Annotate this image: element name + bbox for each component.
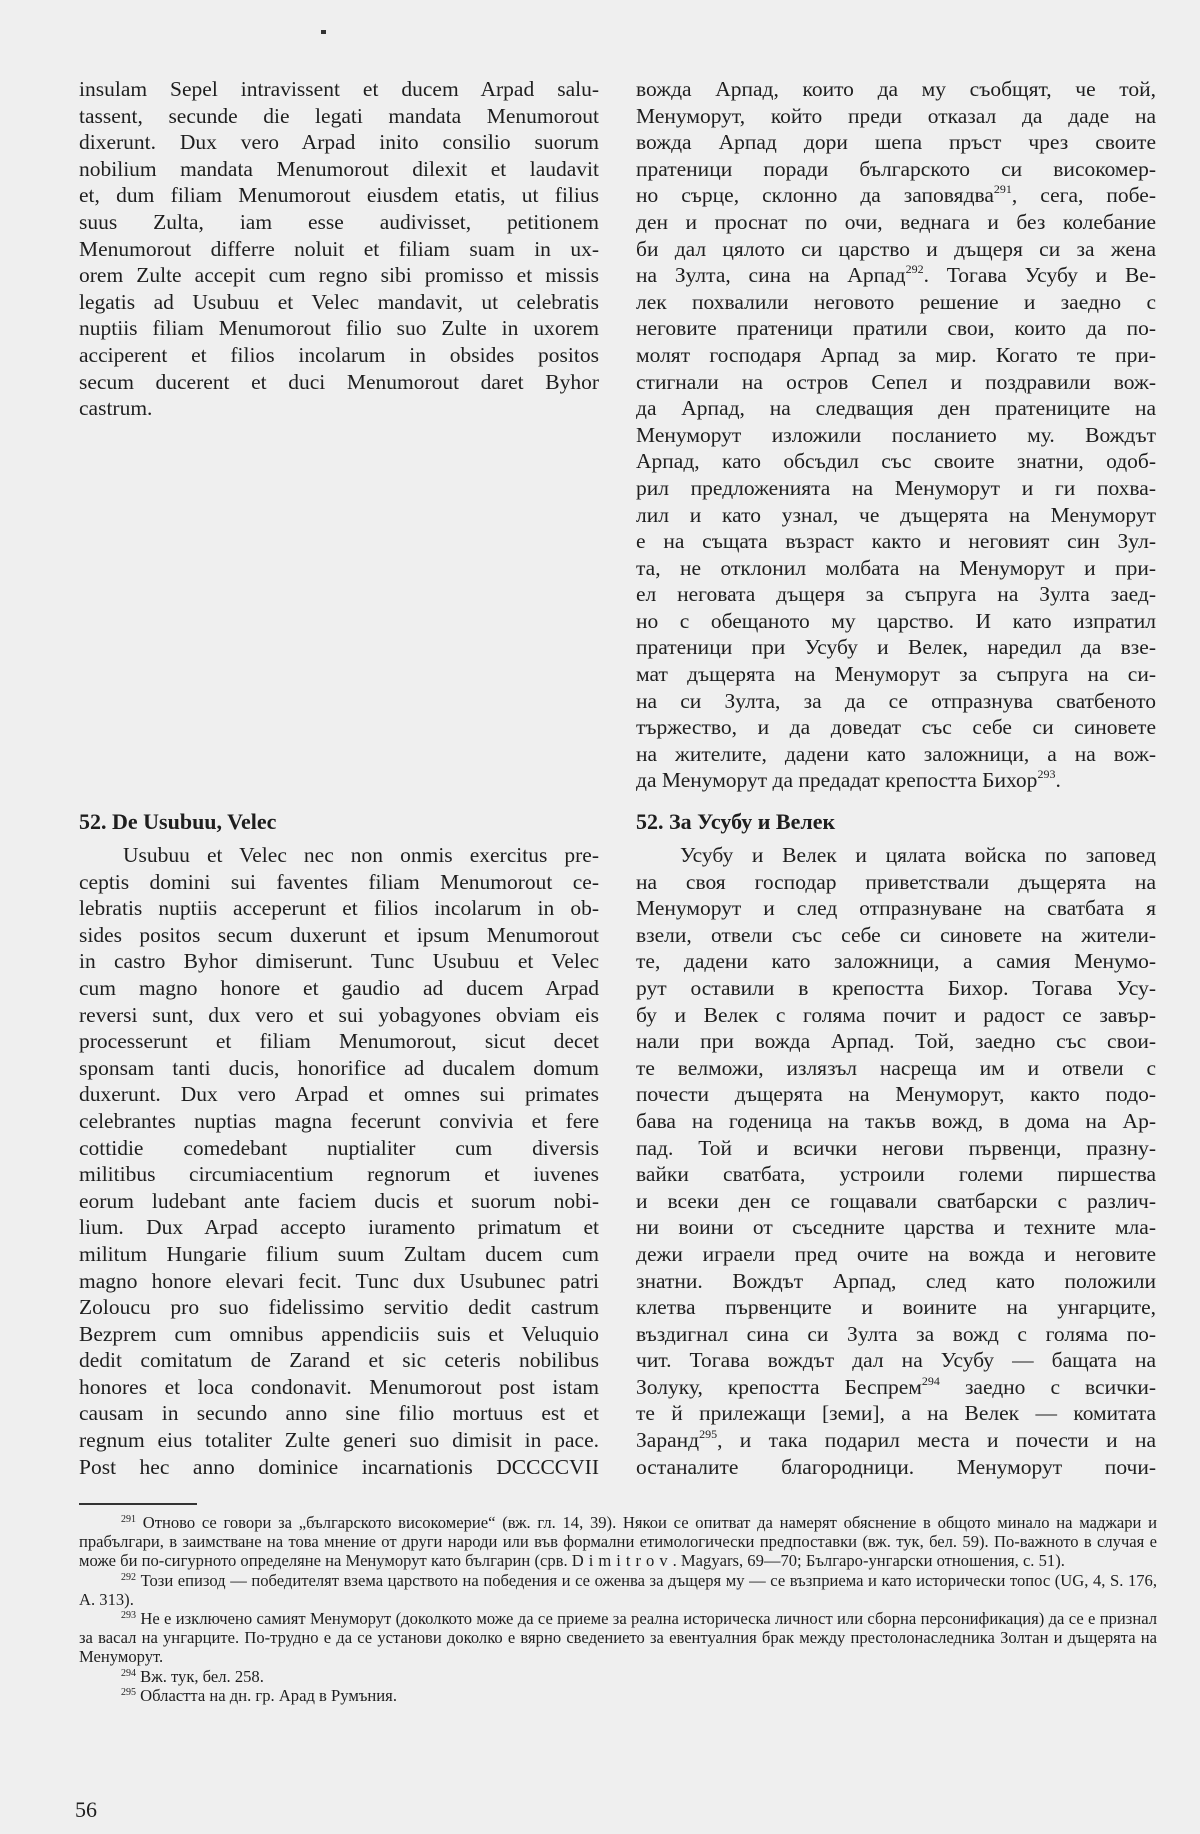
text-line: [636, 1268, 1156, 1295]
text-line: [636, 156, 1156, 183]
text-line: [636, 1081, 1156, 1108]
footnote-292: [79, 1571, 1157, 1609]
footnote-295: [79, 1686, 1157, 1705]
line-text: на жителите, дадени като заложници, а на вож-: [636, 741, 1156, 766]
text-line: [636, 395, 1156, 422]
footnote-reference[interactable]: 292: [905, 262, 924, 277]
line-text: рил предложенията на Менуморут и ги похва-: [636, 475, 1156, 500]
text-line: honores et loca condonavit. Menumorout post istam: [79, 1374, 599, 1399]
text-line: magno honore elevari fecit. Tunc dux Usubunec patri: [79, 1268, 599, 1293]
line-text: на своя господар приветствали дъщерята на: [636, 869, 1156, 894]
text-line: [636, 236, 1156, 263]
text-line: in castro Byhor dimiserunt. Tunc Usubuu et Velec: [79, 949, 599, 974]
footnote-number: 294: [121, 1667, 136, 1679]
footnote-number: 291: [121, 1514, 136, 1525]
text-line: [636, 714, 1156, 741]
footnotes: [79, 1513, 1157, 1705]
line-text: та, не отклонил молбата на Менуморут и при-: [636, 555, 1156, 580]
line-text: . Тогава Усубу и Ве-: [923, 263, 1157, 288]
text-line: [636, 842, 1156, 869]
line-text: и всеки ден се гощавали сватбарски с различ-: [636, 1188, 1156, 1213]
footnote-number: 293: [121, 1610, 136, 1622]
text-line: [636, 741, 1156, 768]
text-line: [636, 661, 1156, 688]
bulgarian-section-heading: 52. За Усубу и Велек: [636, 809, 836, 834]
line-text: Усубу и Велек и цялата войска по заповед: [680, 843, 1156, 867]
text-line: causam in secundo anno sine filio mortuus est et: [79, 1401, 599, 1426]
line-text: Арпад, като обсъдил със своите знатни, одоб-: [636, 449, 1156, 474]
text-line: [636, 1454, 1156, 1481]
text-line: [636, 129, 1156, 156]
footnote-293: [79, 1609, 1157, 1667]
line-text: Золуку, крепостта Беспрем: [636, 1374, 922, 1399]
line-text: е на същата възраст както и неговият син Зул-: [636, 529, 1156, 554]
latin-column-continuation: [79, 76, 599, 422]
line-text: Заранд: [636, 1428, 700, 1453]
line-text: дежи играели пред очите на вожда и неговите: [636, 1241, 1156, 1266]
text-line: [636, 581, 1156, 608]
line-text: знатни. Вождът Арпад, след като положили: [636, 1268, 1156, 1293]
text-line: [636, 555, 1156, 582]
line-text: бава на годеница на такъв вожд, в дома на Ар-: [636, 1108, 1156, 1133]
footnote-text: Не е изключено самият Менуморут (доколкото може да се приеме за реална историческа личност или сборна персонификация) да се е признал за васал на унгарците. По-трудно е да се установи доколко е вярно сведението за евентуалния брак между престолонаследника Золтан и дъщерята на Менуморут.: [79, 1609, 1158, 1667]
text-line: [636, 895, 1156, 922]
text-line: [636, 182, 1156, 209]
line-text: молят господаря Арпад за мир. Когато те при-: [636, 342, 1156, 367]
text-line: [636, 502, 1156, 529]
text-line: [636, 1374, 1156, 1401]
text-line: Usubuu et Velec nec non onmis exercitus pre-: [123, 843, 599, 867]
text-line: lebratis nuptiis acceperunt et filios incolarum in ob-: [79, 896, 599, 921]
text-line: Zoloucu pro suo fidelissimo servitio dedit castrum: [79, 1295, 599, 1320]
text-line: nuptiis filiam Menumorout filio suo Zulte in uxorem: [79, 316, 599, 341]
page-number: 56: [75, 1797, 97, 1822]
footnote-text: . Magyars, 69—70; Българо-унгарски отношения, с. 51).: [672, 1551, 1065, 1571]
text-line: [636, 448, 1156, 475]
line-text: заедно с всички-: [939, 1374, 1157, 1399]
line-text: останалите благородници. Менуморут почи-: [636, 1454, 1156, 1479]
line-text: пратеници при Усубу и Велек, наредил да взе-: [636, 635, 1156, 660]
author-name: Dimitrov: [571, 1551, 673, 1571]
line-text: ден и проснат по очи, веднага и без колебание: [636, 209, 1156, 234]
footnote-reference[interactable]: 295: [699, 1427, 718, 1442]
text-line: [636, 688, 1156, 715]
text-line: [636, 1427, 1156, 1454]
text-line: nobilium mandata Menumorout dilexit et laudavit: [79, 156, 599, 181]
text-line: [636, 767, 1156, 794]
footnote-text: Отново се говори за „българското високомерие“ (вж. гл. 14, 39). Някои се опитват да намерят обяснение в общото минало на маджари и прабългари, в заимстване на това мнение от други народи или във формални етимологически предпоставки (вж. тук, бел. 59). По-важното в случая е може би по-сигурното определяне на Менуморут като българин (срв.: [79, 1513, 1157, 1571]
footnote-separator: [79, 1503, 197, 1505]
text-line: secum ducerent et duci Menumorout daret Byhor: [79, 369, 599, 394]
line-text: пратеници поради българското си високомер-: [636, 156, 1156, 181]
footnote-text: Областта на дн. гр. Арад в Румъния.: [140, 1685, 397, 1705]
text-line: [636, 475, 1156, 502]
bulgarian-column-continuation: [636, 76, 1156, 794]
bulgarian-section-body: [636, 842, 1156, 1480]
text-line: [636, 1055, 1156, 1082]
footnote-number: 295: [121, 1686, 136, 1698]
text-line: cum magno honore et gaudio ad ducem Arpad: [79, 975, 599, 1000]
text-line: [636, 1161, 1156, 1188]
footnote-text: Този епизод — победителят взема царството на победения и се оженва за дъщеря му — се възприема и като исторически топос (UG, 4, S. 176, A. 313).: [79, 1570, 1157, 1609]
line-text: нали при вожда Арпад. Той, заедно със свои-: [636, 1029, 1156, 1054]
text-line: reversi sunt, dux vero et sui yobagyones obviam eis: [79, 1002, 599, 1027]
line-text: но с обещаното му царство. И като изпратил: [636, 608, 1156, 633]
text-line: processerunt et filiam Menumorout, sicut decet: [79, 1029, 599, 1054]
text-line: [636, 1294, 1156, 1321]
text-line: regnum eius totaliter Zulte generi suo dimisit in pace.: [79, 1428, 599, 1453]
text-line: [636, 1347, 1156, 1374]
text-line: [636, 1002, 1156, 1029]
line-text: да Менуморут да предадат крепостта Бихор: [636, 768, 1038, 793]
line-text: взели, отвели със себе си синовете на жители-: [636, 922, 1156, 947]
text-line: [636, 1321, 1156, 1348]
line-text: Менуморут, който преди отказал да даде на: [636, 103, 1156, 128]
line-text: въздигнал сина си Зулта за вожд с голяма по-: [636, 1321, 1156, 1346]
line-text: бу и Велек с голяма почит и радост се завър-: [636, 1002, 1156, 1027]
text-line: dixerunt. Dux vero Arpad inito consilio suorum: [79, 130, 599, 155]
footnote-number: 292: [121, 1571, 136, 1583]
line-text: тържество, и да доведат със себе си синовете: [636, 715, 1156, 740]
footnote-reference[interactable]: 291: [993, 182, 1012, 197]
text-line: ceptis domini sui faventes filiam Menumorout ce-: [79, 869, 599, 894]
line-text: ни воини от съседните царства и техните мла-: [636, 1215, 1156, 1240]
text-line: sponsam tanti ducis, honorifice ad ducalem domum: [79, 1055, 599, 1080]
line-text: вайки сватбата, устроили големи пиршества: [636, 1162, 1156, 1187]
line-text: вожда Арпад дори шепа пръст чрез своите: [636, 130, 1156, 155]
text-line: [636, 369, 1156, 396]
text-line: dedit comitatum de Zarand et sic ceteris nobilibus: [79, 1348, 599, 1373]
footnote-reference[interactable]: 294: [921, 1373, 940, 1388]
text-line: Post hec anno dominice incarnationis DCCCCVII: [79, 1454, 599, 1479]
text-line: acciperent et filios incolarum in obsides positos: [79, 342, 599, 367]
text-line: suus Zulta, iam esse audivisset, petitionem: [79, 209, 599, 234]
line-text: те, дадени като заложници, а самия Менумо-: [636, 949, 1156, 974]
footnote-291: [79, 1513, 1157, 1571]
line-text: , сега, побе-: [1011, 183, 1156, 208]
text-line: [636, 315, 1156, 342]
footnote-294: [79, 1667, 1157, 1686]
line-text: те й прилежащи [земи], а на Велек — комитата: [636, 1401, 1156, 1426]
line-text: лил и като узнал, че дъщерята на Менуморут: [636, 502, 1156, 527]
text-line: lium. Dux Arpad accepto iuramento primatum et: [79, 1215, 599, 1240]
line-text: на си Зулта, за да се отпразнува сватбеното: [636, 688, 1156, 713]
line-text: ел неговата дъщеря за съпруга на Зулта заед-: [636, 582, 1156, 607]
text-line: [636, 1028, 1156, 1055]
text-line: [636, 1135, 1156, 1162]
text-line: [636, 948, 1156, 975]
footnote-reference[interactable]: 293: [1037, 767, 1056, 782]
text-line: celebrantes nuptias magna fecerunt convivia et fere: [79, 1108, 599, 1133]
text-line: militibus circumiacentium regnorum et iuvenes: [79, 1162, 599, 1187]
text-line: [636, 422, 1156, 449]
text-line: [636, 608, 1156, 635]
text-line: [636, 1400, 1156, 1427]
print-speck: [321, 30, 326, 34]
text-line: [636, 262, 1156, 289]
line-text: вожда Арпад, които да му съобщят, че той,: [636, 77, 1156, 101]
line-text: Менуморут изложили посланието му. Вождът: [636, 422, 1156, 447]
line-text: на Зулта, сина на Арпад: [636, 263, 906, 288]
line-text: Менуморут и след отпразнуване на сватбата я: [636, 896, 1156, 921]
text-line: militum Hungarie filium suum Zultam ducem cum: [79, 1241, 599, 1266]
line-text: почести дъщерята на Менуморут, както подо-: [636, 1082, 1156, 1107]
text-line: cottidie comedebant nuptialiter cum diversis: [79, 1135, 599, 1160]
text-line: [636, 528, 1156, 555]
text-line: duxerunt. Dux vero Arpad et omnes sui primates: [79, 1082, 599, 1107]
text-line: [636, 975, 1156, 1002]
line-text: лек похвалили неговото решение и заедно с: [636, 289, 1156, 314]
text-line: et, dum filiam Menumorout eiusdem etatis, ut filius: [79, 183, 599, 208]
line-text: би дал цялото си царство и дъщеря си за жена: [636, 236, 1156, 261]
line-text: стигнали на остров Сепел и поздравили вож-: [636, 369, 1156, 394]
line-text: чит. Тогава вождът дал на Усубу — бащата на: [636, 1348, 1156, 1373]
latin-section-heading: 52. De Usubuu, Velec: [79, 809, 277, 834]
text-line: [636, 1108, 1156, 1135]
text-line: [636, 209, 1156, 236]
text-line: legatis ad Usubuu et Velec mandavit, ut celebratis: [79, 289, 599, 314]
text-line: [636, 76, 1156, 103]
line-text: клетва първенците и воините на унгарците,: [636, 1295, 1156, 1320]
line-text: да Арпад, на следващия ден пратениците на: [636, 396, 1156, 421]
text-line: [636, 342, 1156, 369]
text-line: tassent, secunde die legati mandata Menumorout: [79, 103, 599, 128]
line-text: рут оставили в крепостта Бихор. Тогава Усу-: [636, 975, 1156, 1000]
text-line: castrum.: [79, 396, 153, 421]
line-text: те велможи, излязъл насреща им и отвели с: [636, 1055, 1156, 1080]
footnote-text: Вж. тук, бел. 258.: [140, 1666, 264, 1686]
line-text: неговите пратеници пратили свои, които да по-: [636, 316, 1156, 341]
line-text: мат дъщерята на Менуморут за съпруга на си-: [636, 662, 1156, 687]
text-line: [636, 1214, 1156, 1241]
text-line: Bezprem cum omnibus appendiciis suis et Veluquio: [79, 1321, 599, 1346]
text-line: [636, 634, 1156, 661]
text-line: [636, 103, 1156, 130]
line-text: пад. Той и всички негови първенци, празну-: [636, 1135, 1156, 1160]
text-line: [636, 922, 1156, 949]
text-line: Menumorout differre noluit et filiam suam in ux-: [79, 236, 599, 261]
text-line: [636, 289, 1156, 316]
text-line: sides positos secum duxerunt et ipsum Menumorout: [79, 922, 599, 947]
text-line: [636, 1188, 1156, 1215]
text-line: eorum ludebant ante faciem ducis et suorum nobi-: [79, 1188, 599, 1213]
line-text: но сърце, склонно да заповядва: [636, 183, 994, 208]
line-text: , и така подарил места и почести и на: [717, 1428, 1156, 1453]
text-line: [636, 1241, 1156, 1268]
text-line: insulam Sepel intravissent et ducem Arpad salu-: [79, 77, 599, 101]
text-line: [636, 869, 1156, 896]
latin-section-body: [79, 842, 599, 1480]
line-text: .: [1055, 768, 1061, 793]
text-line: orem Zulte accepit cum regno sibi promisso et missis: [79, 263, 599, 288]
